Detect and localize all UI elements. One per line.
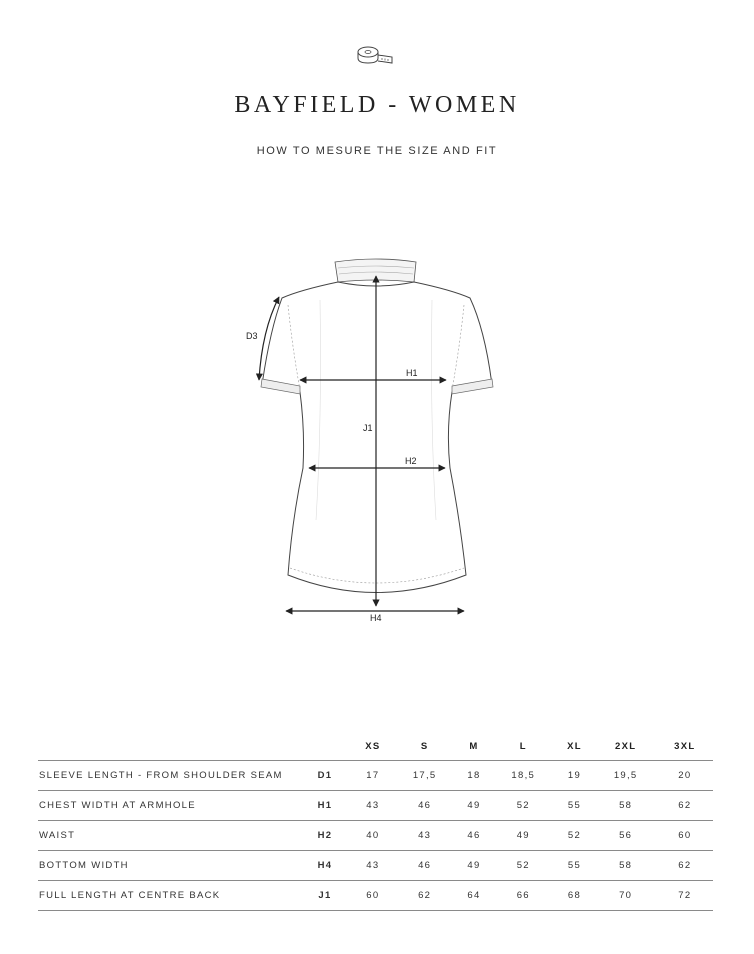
- table-cell: 43: [352, 851, 394, 881]
- table-cell: 43: [352, 791, 394, 821]
- polo-shirt-diagram: [230, 250, 520, 635]
- table-cell: 52: [554, 821, 594, 851]
- table-cell: 19,5: [595, 761, 657, 791]
- table-cell: 56: [595, 821, 657, 851]
- table-cell: 68: [554, 881, 594, 911]
- shirt-body-outline: [262, 282, 492, 593]
- size-header: XL: [554, 732, 594, 761]
- table-row: [38, 881, 713, 911]
- table-cell: 60: [352, 881, 394, 911]
- table-cell: 62: [394, 881, 456, 911]
- j1-label: J1: [363, 423, 373, 433]
- table-cell: 46: [394, 851, 456, 881]
- table-cell: 55: [554, 851, 594, 881]
- page-subtitle: HOW TO MESURE THE SIZE AND FIT: [256, 145, 498, 157]
- table-cell: 49: [492, 821, 554, 851]
- table-cell: 18: [456, 761, 493, 791]
- table-cell: 64: [456, 881, 493, 911]
- table-cell: 66: [492, 881, 554, 911]
- h4-label: H4: [370, 613, 382, 623]
- size-header: S: [394, 732, 456, 761]
- table-cell: 46: [456, 821, 493, 851]
- row-label: WAIST: [38, 821, 298, 851]
- table-cell: 58: [595, 851, 657, 881]
- row-code: H2: [298, 821, 352, 851]
- h2-label: H2: [405, 456, 417, 466]
- table-row: [38, 851, 713, 881]
- table-cell: 46: [394, 791, 456, 821]
- row-label: FULL LENGTH AT CENTRE BACK: [38, 881, 298, 911]
- table-cell: 70: [595, 881, 657, 911]
- size-header: M: [456, 732, 493, 761]
- table-cell: 43: [394, 821, 456, 851]
- size-header: L: [492, 732, 554, 761]
- table-cell: 55: [554, 791, 594, 821]
- table-cell: 52: [492, 791, 554, 821]
- size-header: 3XL: [657, 732, 713, 761]
- row-code: J1: [298, 881, 352, 911]
- size-header: XS: [352, 732, 394, 761]
- page-title: BAYFIELD - WOMEN: [234, 92, 520, 118]
- h1-label: H1: [406, 368, 418, 378]
- table-cell: 72: [657, 881, 713, 911]
- row-code: H1: [298, 791, 352, 821]
- table-cell: 17: [352, 761, 394, 791]
- table-cell: 18,5: [492, 761, 554, 791]
- table-cell: 58: [595, 791, 657, 821]
- table-row: [38, 791, 713, 821]
- row-label: CHEST WIDTH AT ARMHOLE: [38, 791, 298, 821]
- size-header: 2XL: [595, 732, 657, 761]
- row-code: H4: [298, 851, 352, 881]
- table-cell: 52: [492, 851, 554, 881]
- row-code: D1: [298, 761, 352, 791]
- size-table: [38, 732, 713, 911]
- table-cell: 17,5: [394, 761, 456, 791]
- table-cell: 20: [657, 761, 713, 791]
- table-cell: 62: [657, 851, 713, 881]
- table-cell: 49: [456, 791, 493, 821]
- table-header-row: [38, 732, 713, 761]
- row-label: SLEEVE LENGTH - FROM SHOULDER SEAM: [38, 761, 298, 791]
- table-row: [38, 821, 713, 851]
- table-cell: 62: [657, 791, 713, 821]
- measuring-tape-icon: [355, 44, 395, 68]
- table-cell: 49: [456, 851, 493, 881]
- table-cell: 40: [352, 821, 394, 851]
- d3-label: D3: [246, 331, 258, 341]
- table-cell: 19: [554, 761, 594, 791]
- table-cell: 60: [657, 821, 713, 851]
- table-row: [38, 761, 713, 791]
- row-label: BOTTOM WIDTH: [38, 851, 298, 881]
